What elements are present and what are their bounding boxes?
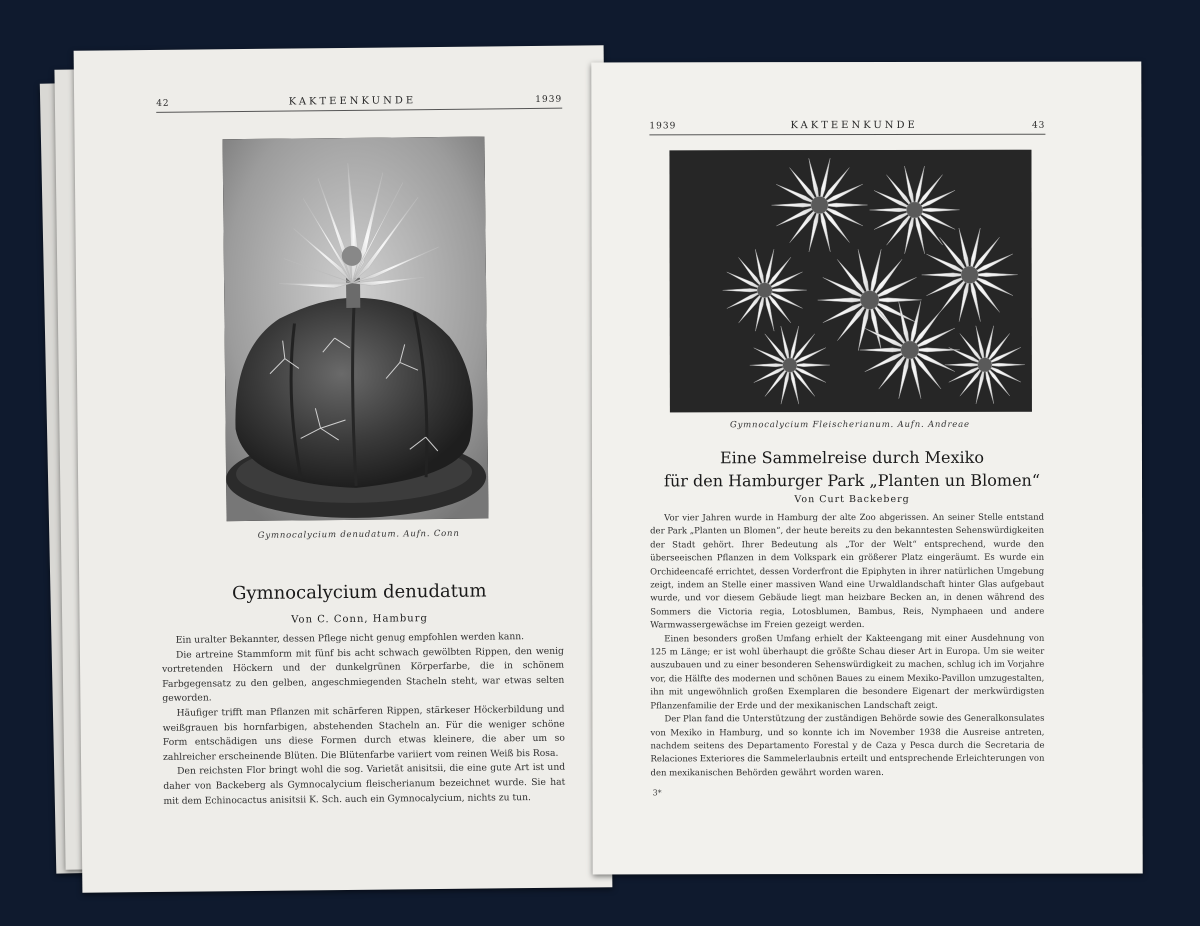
right-year: 1939 (649, 121, 677, 132)
flower-center (860, 291, 879, 310)
left-byline: Von C. Conn, Hamburg (291, 613, 428, 626)
right-running-title: KAKTEENKUNDE (790, 119, 918, 132)
flower-center (906, 202, 922, 218)
flowers-photo (669, 150, 1031, 413)
right-title-line-2: für den Hamburger Park „Planten un Blomen“ (663, 470, 1041, 491)
paragraph: Die artreine Stammform mit fünf bis acht schwach gewölbten Rippen, den wenig vortretenden Höckern und der dunkelgrünen Körperfarbe, die in schönem Farbgegensatz zu den gelben, angeschmiegenden Stacheln steht, war etwas selten geworden. (162, 645, 565, 705)
left-photo-caption: Gymnocalycium denudatum. Aufn. Conn (257, 528, 460, 541)
flower-center (783, 358, 797, 372)
right-running-head (649, 120, 1045, 136)
left-article-title: Gymnocalycium denudatum (231, 580, 487, 605)
paragraph: Einen besonders großen Umfang erhielt der Kakteengang mit einer Ausdehnung von 125 m Länge; er ist wohl überhaupt die größte Schau dieser Art in Europa. Um sie weiter auszubauen und zu einer besonderen Sehenswürdigkeit zu machen, schlug ich im Vorjahre vor, die Hälfte des modernen und schönen Baues zu einem Mexiko-Pavillon umzugestalten, ihn mit ungewöhnlich großen Exemplaren die besondere Eigenart der merkwürdigsten Pflanzenfamilie der Erde und der mexikanischen Landschaft zeigt. (650, 633, 1045, 712)
left-page-number: 42 (156, 98, 170, 109)
cactus-photo (223, 136, 489, 521)
flower-center (757, 283, 772, 298)
right-page (591, 62, 1142, 875)
flower-center (811, 196, 828, 213)
right-page-number: 43 (1031, 120, 1046, 131)
right-article-title (632, 446, 1072, 493)
cactus-image (223, 136, 489, 521)
right-title-line-1: Eine Sammelreise durch Mexiko (719, 447, 984, 468)
right-article-body (650, 512, 1044, 781)
left-running-title: KAKTEENKUNDE (288, 95, 417, 108)
paragraph: Ein uralter Bekannter, dessen Pflege nicht genug empfohlen werden kann. (175, 631, 525, 646)
paragraph: Häufiger trifft man Pflanzen mit schärferen Rippen, stärkeser Höckerbildung und weißgrauen bis hornfarbigen, abstehenden Stacheln an. Für die weniger schöne Form entschädigen uns diese Formen durch etwas kleinere, die aber um so zahlreicher erscheinende Blüten. Die Blütenfarbe variiert vom reinen Weiß bis Rosa. (162, 703, 565, 763)
paragraph: Vor vier Jahren wurde in Hamburg der alte Zoo abgerissen. An seiner Stelle entstand der Park „Planten un Blomen“, der heute bereits zu den bekanntesten Sehenswürdigkeiten der Stadt gehört. Ihrer Bedeutung als „Tor der Welt“ entsprechend, wurde den überseeischen Pflanzen in dem Volkspark ein größerer Platz eingeräumt. Es wurde ein Orchideencafé errichtet, dessen Vorderfront die Epiphyten in ihrer natürlichen Umgebung zeigt, indem an Stelle einer massiven Wand eine Urwaldlandschaft hinter Glas aufgebaut wurde, und vor diesem Gebäude liegt man heizbare Becken an, in denen während des Sommers die Victoria regia, Lotosblumen, Bambus, Reis, Nymphaeen und andere Warmwassergewächse im Freien gezeigt werden. (650, 512, 1045, 631)
flower-center (901, 341, 919, 359)
paragraph: Der Plan fand die Unterstützung der zuständigen Behörde sowie des Generalkonsulates von Mexiko in Hamburg, und so konnte ich im November 1938 die Ausreise antreten, nachdem seitens des Departamento Forestal y de Caza y Pesca durch die Secretaria de Relaciones Exteriores die Sammelerlaubnis erteilt und entsprechende Erleichterungen von den mexikanischen Behörden gewährt worden waren. (650, 713, 1045, 779)
flower-center (961, 266, 978, 283)
flowers-image (669, 150, 1031, 413)
left-year: 1939 (535, 94, 563, 105)
paragraph: Den reichsten Flor bringt wohl die sog. Varietät anisitsii, die eine gute Art ist und daher von Backeberg als Gymnocalycium fleischerianum bezeichnet wurde. Sie hat mit dem Echinocactus anisitsii K. Sch. auch ein Gymnocalycium, nichts zu tun. (163, 762, 566, 807)
right-photo-caption: Gymnocalycium Fleischerianum. Aufn. Andreae (729, 419, 970, 431)
footnote-mark: 3* (652, 788, 662, 798)
left-page (74, 45, 613, 893)
right-byline: Von Curt Backeberg (794, 493, 910, 506)
flower-center (978, 358, 992, 372)
left-article-body (162, 630, 566, 809)
left-running-head (156, 94, 562, 113)
